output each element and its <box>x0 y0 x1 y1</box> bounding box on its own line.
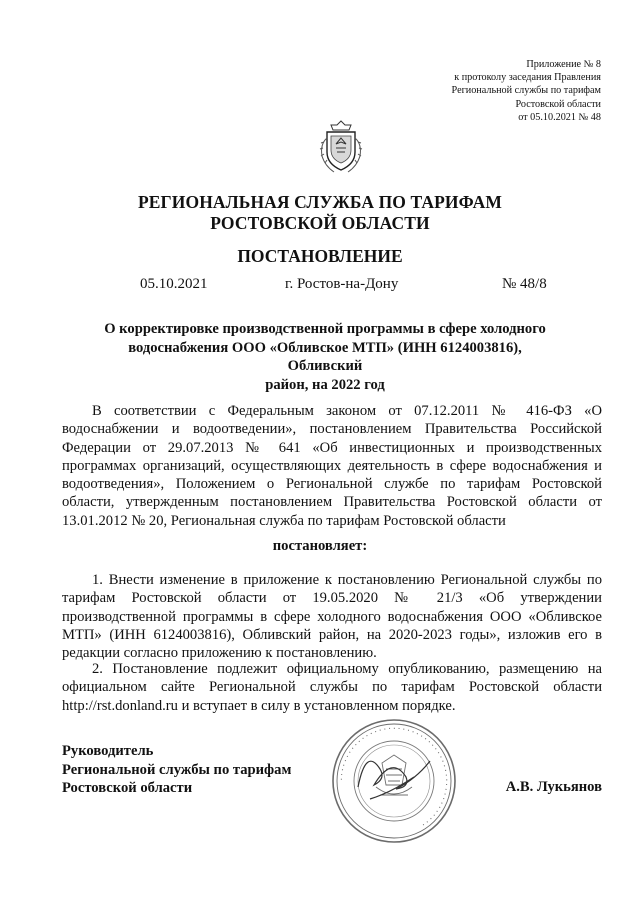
appendix-line: к протоколу заседания Правления <box>454 72 601 84</box>
organization-line: РОСТОВСКОЙ ОБЛАСТИ <box>210 213 430 233</box>
preamble-paragraph: В соответствии с Федеральным законом от 07.12.2011 № 416-ФЗ «О водоснабжении и водоотведении», постановлением Правительства Российской Федерации от 29.07.2013 № 641 «Об инвестиционных и производственных программах организаций, осуществляющих деятельность в сфере водоснабжения и водоотведения», Положением о Региональной службе по тарифам Ростовской области, утвержденным постановлением Правительства Ростовской области от 13.01.2012 № 20, Региональная служба по тарифам Ростовской области <box>62 403 602 529</box>
organization-line: РЕГИОНАЛЬНАЯ СЛУЖБА ПО ТАРИФАМ <box>137 192 502 212</box>
decree-item-2: 2. Постановление подлежит официальному опубликованию, размещению на официальном сайте Региональной службы по тарифам Ростовской области http://rst.donland.ru и вступает в силу в установленном порядке. <box>62 661 602 714</box>
subject-line: О корректировке производственной программы в сфере холодного <box>104 321 546 337</box>
subject-line: водоснабжения ООО «Обливское МТП» (ИНН 6124003816), Обливский <box>128 339 522 374</box>
document-date: 05.10.2021 <box>140 276 208 292</box>
signatory-title-line: Ростовской области <box>62 780 193 796</box>
appendix-line: от 05.10.2021 № 48 <box>518 111 601 123</box>
decree-word: постановляет: <box>272 538 368 554</box>
rostov-coat-of-arms-icon <box>318 118 364 176</box>
svg-text:······························: ·············································· <box>335 722 453 831</box>
signatory-title <box>62 742 291 798</box>
appendix-line: Приложение № 8 <box>526 59 601 70</box>
document-place: г. Ростов-на-Дону <box>285 276 399 292</box>
appendix-line: Ростовской области <box>515 98 601 110</box>
document-subject <box>90 320 560 394</box>
official-seal-icon <box>330 717 458 845</box>
document-type: ПОСТАНОВЛЕНИЕ <box>237 246 403 266</box>
appendix-line: Региональной службы по тарифам <box>451 85 601 97</box>
organization-name <box>0 192 640 234</box>
decree-item-1: 1. Внести изменение в приложение к постановлению Региональной службы по тарифам Ростовской области от 19.05.2020 № 21/3 «Об утверждении производственной программы в сфере холодного водоснабжения ООО «Обливское МТП» (ИНН 6124003816), Обливский район, на 2020-2023 годы», изложив его в редакции согласно приложению к постановлению. <box>62 572 602 662</box>
document-number: № 48/8 <box>502 276 547 292</box>
signatory-title-line: Руководитель <box>62 743 154 759</box>
signatory-title-line: Региональной службы по тарифам <box>62 761 292 778</box>
appendix-note <box>341 58 601 124</box>
signatory-name: А.В. Лукьянов <box>505 779 602 795</box>
subject-line: район, на 2022 год <box>265 376 385 393</box>
